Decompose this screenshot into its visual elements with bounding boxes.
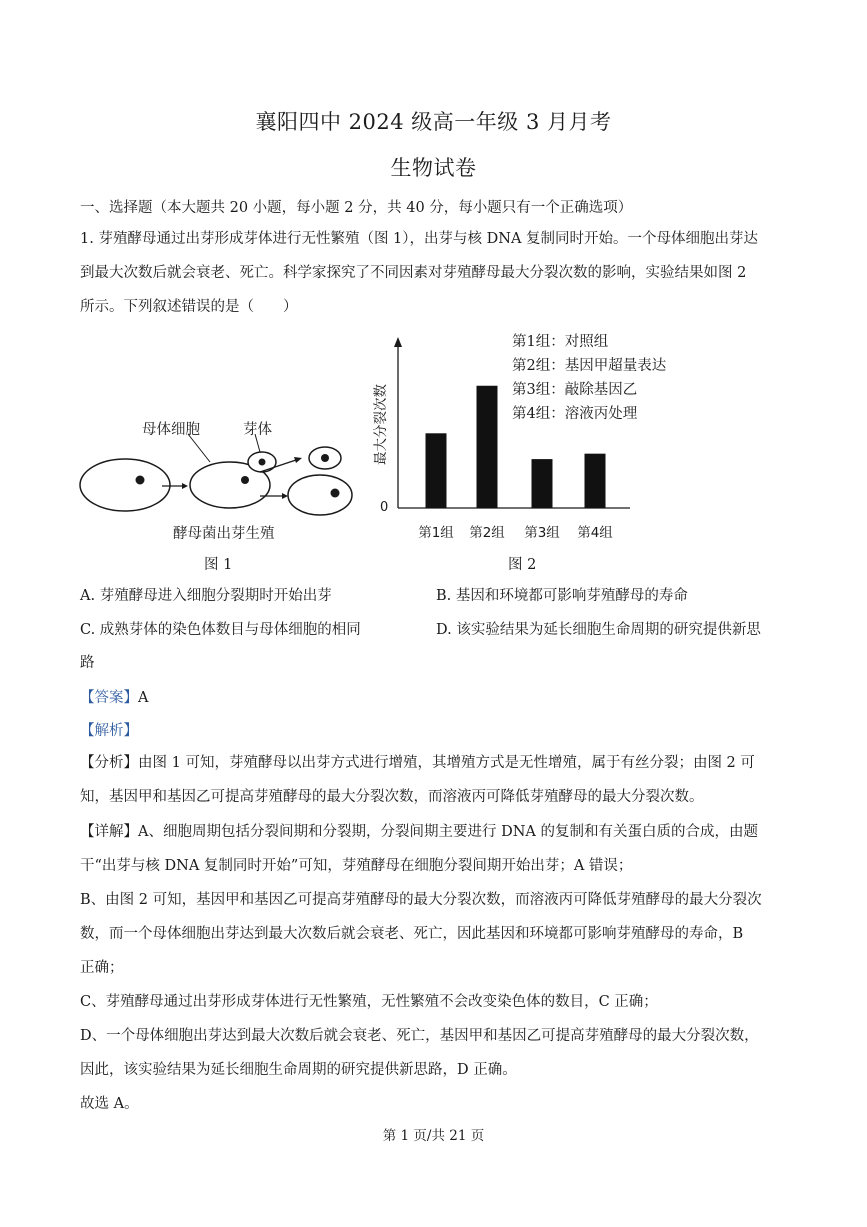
detail-line: C、芽殖酵母通过出芽形成芽体进行无性繁殖，无性繁殖不会改变染色体的数目，C 正确；: [80, 994, 658, 1010]
x-tick-label: 第1组: [418, 525, 454, 541]
figure-1-budding-diagram: [70, 400, 370, 575]
page-footer: 第 1 页/共 21 页: [382, 1128, 485, 1144]
analysis-label: 【解析】: [80, 723, 138, 739]
figure-2-caption: 图 2: [508, 557, 537, 573]
y-origin-label: 0: [380, 500, 389, 515]
mother-cell-shape: [80, 459, 170, 511]
page-subtitle: 生物试卷: [390, 156, 477, 180]
section-heading: 一、选择题（本大题共 20 小题，每小题 2 分，共 40 分，每小题只有一个正确选项）: [80, 200, 633, 216]
detail-line: 正确；: [80, 960, 124, 976]
analysis-line: 知，基因甲和基因乙可提高芽殖酵母的最大分裂次数，而溶液丙可降低芽殖酵母的最大分裂次数。: [80, 789, 704, 805]
question-stem-line: 1. 芽殖酵母通过出芽形成芽体进行无性繁殖（图 1），出芽与核 DNA 复制同时开始。一个母体细胞出芽达: [80, 231, 759, 247]
figure-1-label-bud: 芽体: [243, 422, 272, 438]
y-axis-label: 最大分裂次数: [373, 384, 389, 465]
x-tick-label: 第3组: [524, 525, 560, 541]
x-tick-label: 第2组: [469, 525, 505, 541]
detail-line: 因此，该实验结果为延长细胞生命周期的研究提供新思路，D 正确。: [80, 1062, 517, 1078]
chart-legend-item: 第4组：溶液丙处理: [512, 406, 638, 422]
figure-1-caption: 图 1: [204, 557, 233, 573]
nucleus-dot: [241, 476, 249, 484]
bar-2: [477, 386, 498, 508]
chart-legend-item: 第3组：敲除基因乙: [512, 382, 638, 398]
detail-line: 【详解】A、细胞周期包括分裂间期和分裂期，分裂间期主要进行 DNA 的复制和有关蛋白质的合成，由题: [80, 824, 758, 840]
chart-legend-item: 第1组：对照组: [512, 334, 609, 350]
x-tick-label: 第4组: [577, 525, 613, 541]
option-d-continued: 路: [80, 655, 95, 671]
detail-line: 故选 A。: [80, 1096, 139, 1112]
mother-cell-shape: [288, 475, 352, 515]
detail-line: B、由图 2 可知，基因甲和基因乙可提高芽殖酵母的最大分裂次数，而溶液丙可降低芽殖酵母的最大分裂次: [80, 892, 762, 908]
option-b: B. 基因和环境都可影响芽殖酵母的寿命: [436, 588, 688, 604]
analysis-line: 【分析】由图 1 可知，芽殖酵母以出芽方式进行增殖，其增殖方式是无性增殖，属于有丝分裂；由图 2 可: [80, 755, 755, 771]
detail-line: 数，而一个母体细胞出芽达到最大次数后就会衰老、死亡，因此基因和环境都可影响芽殖酵母的寿命，B: [80, 926, 744, 942]
option-d: D. 该实验结果为延长细胞生命周期的研究提供新思: [436, 622, 761, 638]
answer-value: A: [138, 690, 149, 706]
page-title: 襄阳四中 2024 级高一年级 3 月月考: [255, 110, 612, 134]
question-stem-line: 所示。下列叙述错误的是（ ）: [80, 299, 298, 315]
x-tick-labels: [418, 525, 613, 541]
question-stem-line: 到最大次数后就会衰老、死亡。科学家探究了不同因素对芽殖酵母最大分裂次数的影响，实验结果如图 2: [80, 265, 747, 281]
chart-legend-item: 第2组：基因甲超量表达: [512, 358, 667, 374]
figure-1-inner-caption: 酵母菌出芽生殖: [173, 526, 275, 542]
y-axis-arrow: [394, 337, 402, 347]
nucleus-dot: [136, 476, 145, 485]
detail-line: 干“出芽与核 DNA 复制同时开始”可知，芽殖酵母在细胞分裂间期开始出芽；A 错误；: [80, 858, 633, 874]
answer-label: 【答案】: [80, 690, 138, 706]
detail-line: D、一个母体细胞出芽达到最大次数后就会衰老、死亡，基因甲和基因乙可提高芽殖酵母的最大分裂次数，: [80, 1028, 759, 1044]
bar-1: [426, 433, 447, 508]
bar-3: [532, 459, 553, 508]
bar-4: [585, 454, 606, 508]
figure-1-label-mother: 母体细胞: [142, 422, 200, 438]
option-c: C. 成熟芽体的染色体数目与母体细胞的相同: [80, 622, 361, 638]
option-a: A. 芽殖酵母进入细胞分裂期时开始出芽: [80, 588, 332, 604]
answer-row: [80, 686, 148, 707]
